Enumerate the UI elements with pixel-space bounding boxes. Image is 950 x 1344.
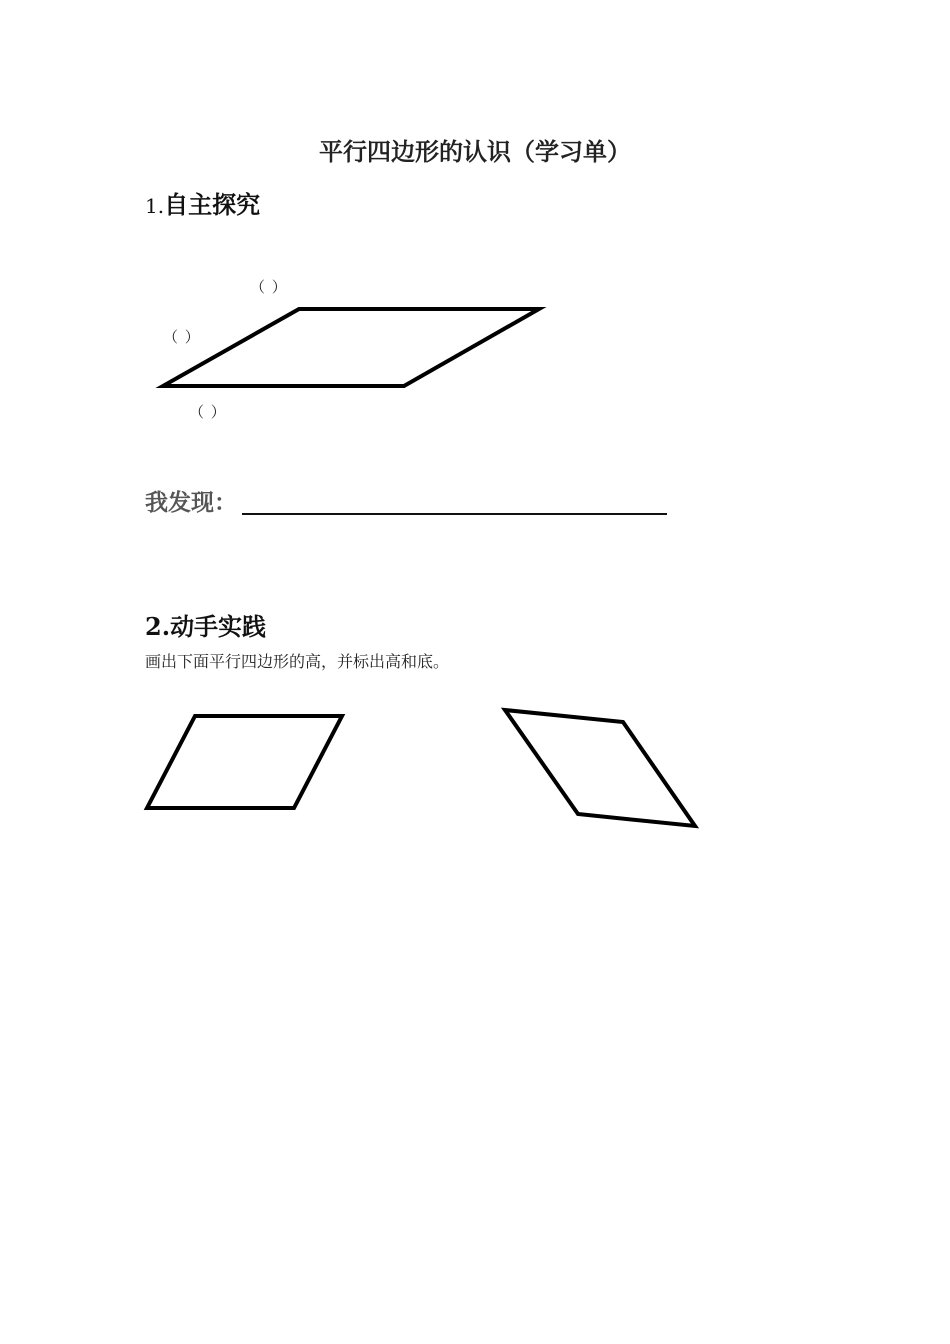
discover-label: 我发现： [145,489,237,516]
blank-label-left: （ ） [163,328,201,346]
section-2-heading [145,607,266,642]
blank-label-top: （ ） [250,278,288,296]
section-1-number: 1. [145,194,165,218]
blank-label-bottom: （ ） [189,403,227,421]
parallelogram-explore [163,309,539,386]
answer-blank-line[interactable] [242,513,667,515]
parallelogram-practice-1 [147,716,342,808]
section-2-instruction: 画出下面平行四边形的高，并标出高和底。 [145,652,450,671]
section-2-title: 动手实践 [170,612,267,641]
section-2-number: 2. [145,612,171,641]
parallelogram-practice-2 [505,710,695,826]
section-1-title: 自主探究 [164,190,261,219]
page-title: 平行四边形的认识（学习单） [319,137,631,166]
